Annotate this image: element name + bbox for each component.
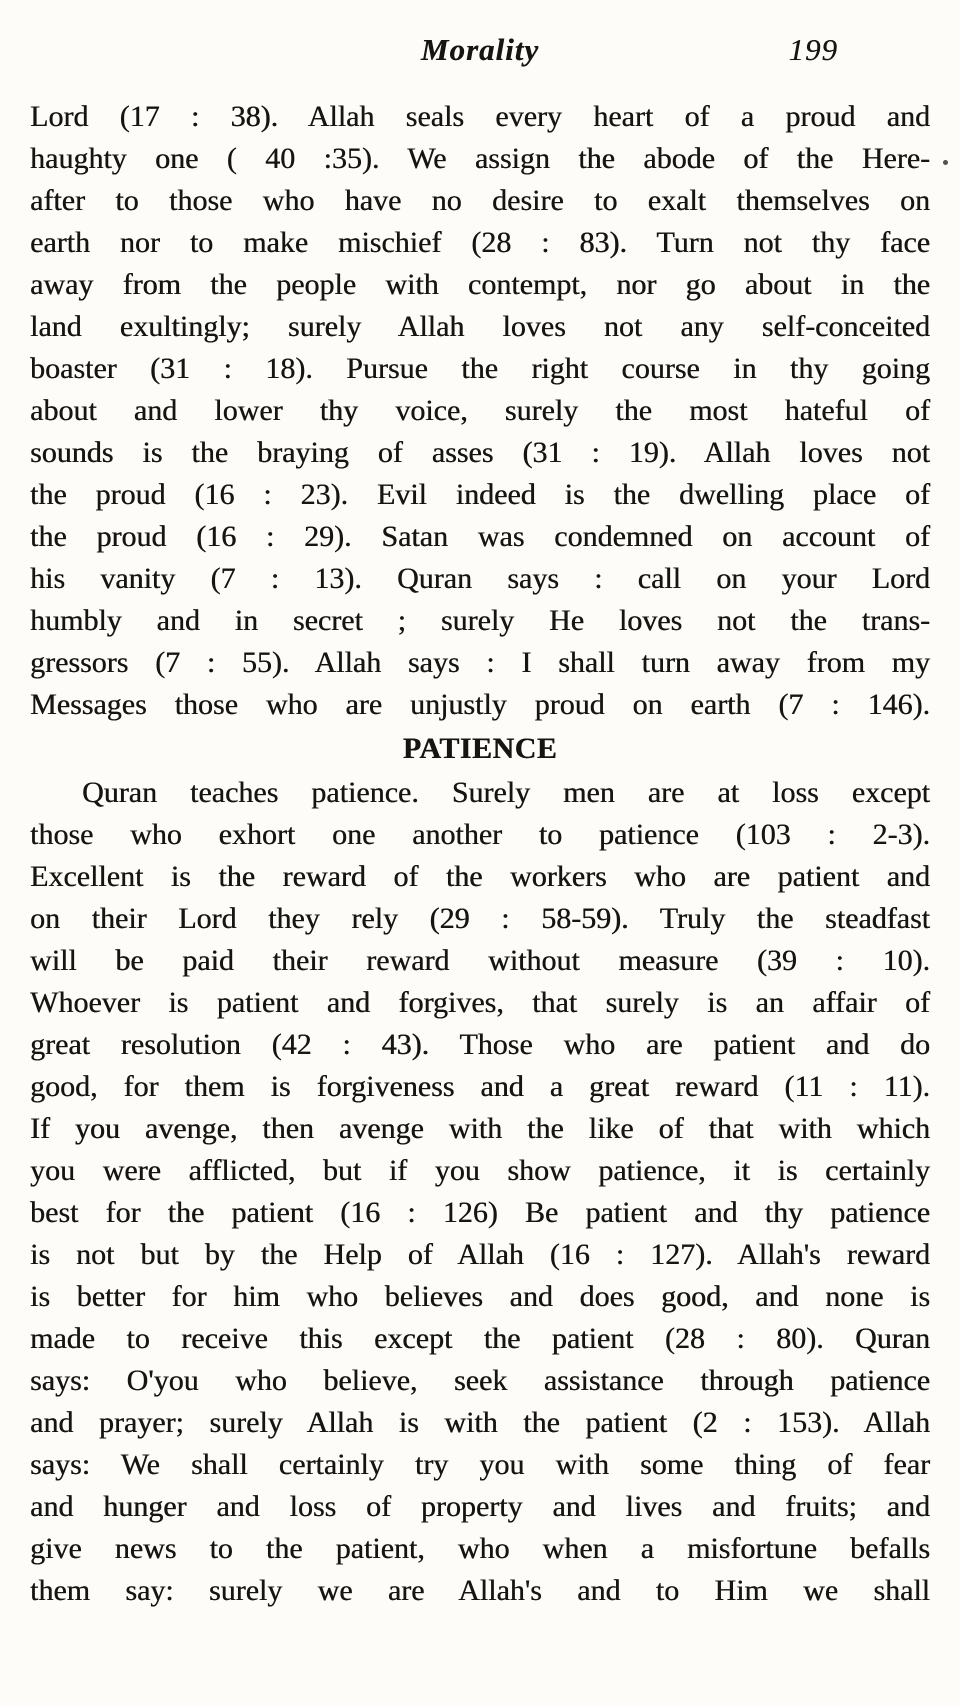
page-number: 199 — [788, 32, 838, 67]
text-line: after to those who have no desire to exalt themselves on — [30, 184, 930, 217]
scan-speckle — [943, 160, 948, 165]
text-line: good, for them is forgiveness and a great reward (11 : 11). — [30, 1070, 930, 1103]
text-line: boaster (31 : 18). Pursue the right course in thy going — [30, 352, 930, 385]
text-line: them say: surely we are Allah's and to Him we shall — [30, 1574, 930, 1607]
text-line: Lord (17 : 38). Allah seals every heart of a proud and — [30, 100, 930, 133]
text-line: great resolution (42 : 43). Those who are patient and do — [30, 1028, 930, 1061]
text-line: Quran teaches patience. Surely men are at loss except — [82, 776, 930, 809]
running-title: Morality — [420, 32, 540, 67]
text-line: If you avenge, then avenge with the like of that with which — [30, 1112, 930, 1145]
paragraph-patience — [30, 772, 930, 1612]
text-line: will be paid their reward without measure (39 : 10). — [30, 944, 930, 977]
text-line: and hunger and loss of property and lives and fruits; and — [30, 1490, 930, 1523]
text-line: says: O'you who believe, seek assistance through patience — [30, 1364, 930, 1397]
text-line: humbly and in secret ; surely He loves not the trans- — [30, 604, 930, 637]
text-line: give news to the patient, who when a misfortune befalls — [30, 1532, 930, 1565]
text-line: about and lower thy voice, surely the most hateful of — [30, 394, 930, 427]
text-line: earth nor to make mischief (28 : 83). Turn not thy face — [30, 226, 930, 259]
text-line: those who exhort one another to patience (103 : 2-3). — [30, 818, 930, 851]
text-line: Messages those who are unjustly proud on earth (7 : 146). — [30, 688, 930, 721]
text-line: the proud (16 : 23). Evil indeed is the dwelling place of — [30, 478, 930, 511]
text-line: is better for him who believes and does good, and none is — [30, 1280, 930, 1313]
text-line: says: We shall certainly try you with some thing of fear — [30, 1448, 930, 1481]
text-line: sounds is the braying of asses (31 : 19). Allah loves not — [30, 436, 930, 469]
text-line: Excellent is the reward of the workers who are patient and — [30, 860, 930, 893]
text-line: Whoever is patient and forgives, that surely is an affair of — [30, 986, 930, 1019]
paragraph-pride — [30, 96, 930, 726]
text-line: made to receive this except the patient (28 : 80). Quran — [30, 1322, 930, 1355]
text-line: gressors (7 : 55). Allah says : I shall turn away from my — [30, 646, 930, 679]
text-line: you were afflicted, but if you show patience, it is certainly — [30, 1154, 930, 1187]
text-line: on their Lord they rely (29 : 58-59). Truly the steadfast — [30, 902, 930, 935]
text-line: is not but by the Help of Allah (16 : 127). Allah's reward — [30, 1238, 930, 1271]
text-line: land exultingly; surely Allah loves not any self-conceited — [30, 310, 930, 343]
text-line: away from the people with contempt, nor go about in the — [30, 268, 930, 301]
section-heading: PATIENCE — [402, 732, 558, 765]
page-header — [30, 30, 930, 74]
text-line: haughty one ( 40 :35). We assign the abode of the Here- — [30, 142, 930, 175]
text-line: and prayer; surely Allah is with the patient (2 : 153). Allah — [30, 1406, 930, 1439]
text-line: best for the patient (16 : 126) Be patient and thy patience — [30, 1196, 930, 1229]
text-line: his vanity (7 : 13). Quran says : call on your Lord — [30, 562, 930, 595]
text-line: the proud (16 : 29). Satan was condemned on account of — [30, 520, 930, 553]
